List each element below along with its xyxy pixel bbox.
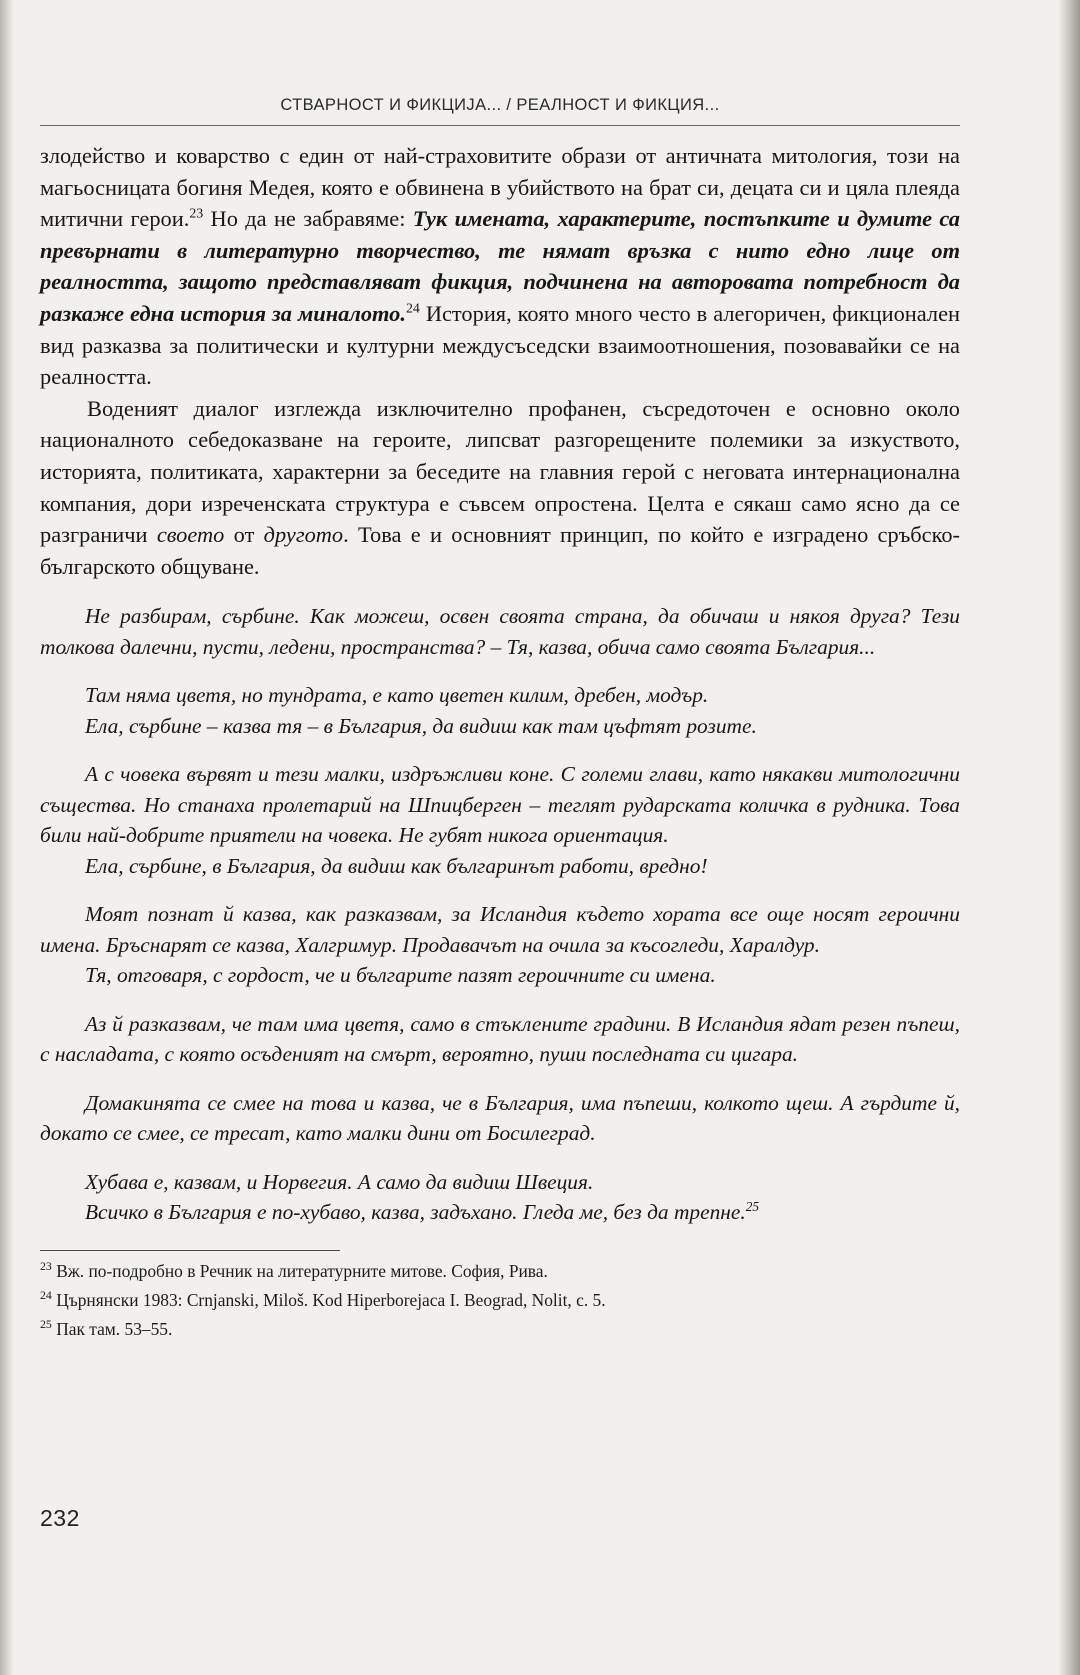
paragraph-1-text-b: Но да не забравяме:	[203, 206, 413, 232]
footnote-ref-25[interactable]: 25	[745, 1199, 759, 1215]
quote-line: Ела, сърбине, в България, да видиш как българинът работи, вредно!	[84, 853, 708, 878]
quote-line: Домакинята се смее на това и казва, че в България, има пъпеши, колкото щеш. А гърдите й, докато се смее, се тресат, като малки дини от Босилеград.	[40, 1090, 960, 1146]
paragraph-2-italic-1: своето	[156, 522, 225, 548]
footnote-ref-24[interactable]: 24	[405, 301, 420, 317]
footnote-number: 25	[40, 1317, 52, 1332]
paragraph-1	[40, 140, 960, 393]
footnotes	[40, 1258, 960, 1342]
quote-line: Не разбирам, сърбине. Как можеш, освен своята страна, да обичаш и някоя друга? Тези толкова далечни, пусти, ледени, пространства? – Тя, казва, обича само своята България...	[40, 604, 960, 659]
running-head: СТВАРНОСТ И ФИКЦИЈА... / РЕАЛНОСТ И ФИКЦИЯ...	[280, 96, 720, 114]
body-text	[40, 140, 960, 1228]
quote-line: Моят познат й казва, как разказвам, за Исландия където хората все още носят героични имена. Бръснарят се казва, Халгримур. Продавачът на очила за късогледи, Харалдур.	[40, 902, 960, 957]
paragraph-1-emphasis: Тук имената, характерите, постъпките и думите са превърнати в литературно творчество, те нямат връзка с нито едно лице от реалността, защото представляват фикция, подчинена на авторовата потребност да разкаже една история за миналото.	[40, 206, 960, 326]
quote-line: Тя, отговаря, с гордост, че и българите пазят героичните си имена.	[84, 963, 716, 988]
footnote-item	[40, 1287, 960, 1313]
header-rule	[40, 125, 960, 126]
quote-line-last	[40, 1197, 960, 1228]
paragraph-1-text-c: История, която много често в алегоричен, фикционален вид разказва за политически и културни междусъседски взаимоотношения, позовавайки се на реалността.	[40, 300, 960, 390]
quote-line: Ела, сърбине – казва тя – в България, да видиш как там цъфтят розите.	[84, 713, 757, 738]
paragraph-2-text-b: от	[224, 522, 264, 548]
quote-line-last-text: Всичко в България е по-хубаво, казва, задъхано. Гледа ме, без да трепне.	[84, 1200, 746, 1225]
paragraph-2	[40, 393, 960, 583]
footnote-text: Църнянски 1983: Crnjanski, Miloš. Kod Hiperborejaca I. Beograd, Nolit, с. 5.	[56, 1289, 606, 1310]
page-number: 232	[40, 1505, 80, 1531]
footnote-item	[40, 1316, 960, 1342]
page-content	[40, 0, 960, 1675]
quote-line: Хубава е, казвам, и Норвегия. А само да видиш Швеция.	[84, 1169, 594, 1194]
paragraph-2-text-c: . Това е и основният принцип, по който е изградено сръбско-българското общуване.	[40, 522, 960, 579]
footnote-number: 23	[40, 1259, 52, 1274]
quote-line: Аз й разказвам, че там има цветя, само в стъклените градини. В Исландия ядат резен пъпеш, с насладата, с която осъденият на смърт, вероятно, пуши последната си цигара.	[40, 1011, 960, 1067]
quoted-passage	[40, 601, 960, 1228]
paragraph-1-text-a: злодейство и коварство с един от най-страховитите образи от античната митология, този на магьосницата богиня Медея, която е обвинена в убийството на брат си, децата си и цяла плеяда митични герои.	[40, 143, 960, 232]
paragraph-2-text-a: Водeният диалог изглежда изключително профанен, съсредоточен е основно около националното себедоказване на героите, липсват разгорещените полемики за изкуството, историята, политиката, характерни за беседите на главния герой с неговата интернационална компания, дори изреченската структура е съвсем опростена. Целта е сякаш само ясно да се разграничи	[40, 395, 960, 548]
quote-line: Там няма цветя, но тундрата, е като цветен килим, дребен, модър.	[84, 683, 709, 708]
footnote-text: Пак там. 53–55.	[56, 1318, 173, 1339]
footnote-separator	[40, 1250, 340, 1251]
paragraph-2-italic-2: другото	[263, 522, 344, 548]
footnote-item	[40, 1258, 960, 1284]
footnote-text: Вж. по-подробно в Речник на литературните митове. София, Рива.	[56, 1260, 548, 1281]
footnote-ref-23[interactable]: 23	[189, 206, 204, 222]
footnote-number: 24	[40, 1288, 52, 1303]
quote-line: А с човека вървят и тези малки, издръжливи коне. С големи глави, като някакви митологични същества. Но станаха пролетарий на Шпицберген – теглят рударската количка в рудника. Това били най-добрите приятели на човека. Не губят никога ориентация.	[40, 762, 960, 848]
